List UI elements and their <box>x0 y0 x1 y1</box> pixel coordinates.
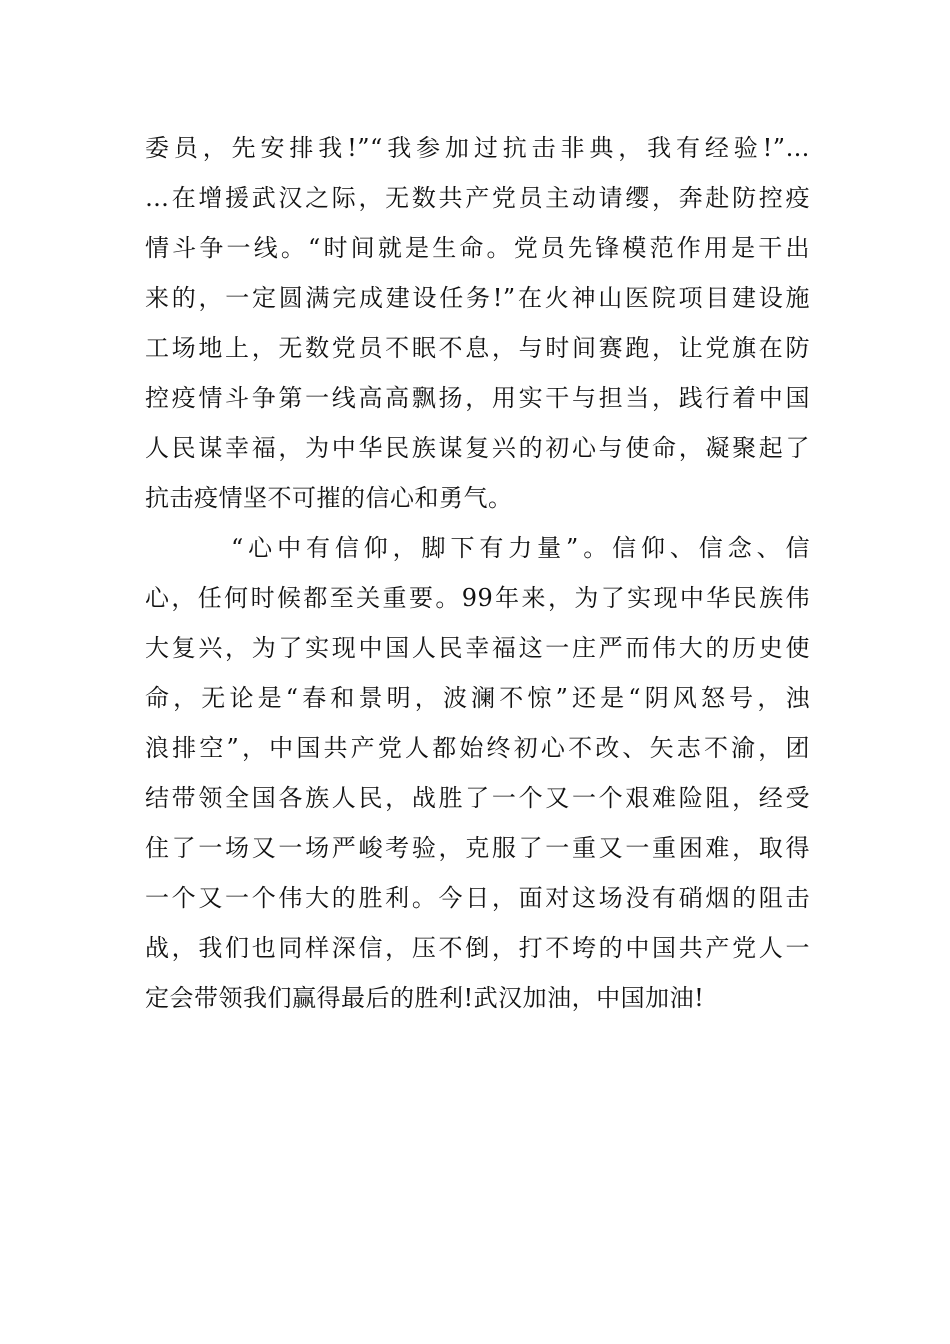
paragraph-line: 住了一场又一场严峻考验，克服了一重又一重困难，取得 <box>145 834 810 862</box>
paragraph-line: 情斗争一线。“时间就是生命。党员先锋模范作用是干出 <box>145 234 810 262</box>
paragraph-line: 工场地上，无数党员不眠不息，与时间赛跑，让党旗在防 <box>145 334 810 362</box>
paragraph-2 <box>145 523 810 1023</box>
paragraph-line: 心，任何时候都至关重要。99年来，为了实现中华民族伟 <box>145 584 810 612</box>
paragraph-first-line: “心中有信仰，脚下有力量”。信仰、信念、信 <box>231 534 810 562</box>
paragraph-line: 战，我们也同样深信，压不倒，打不垮的中国共产党人一 <box>145 934 810 962</box>
paragraph-line: 命，无论是“春和景明，波澜不惊”还是“阴风怒号，浊 <box>145 684 810 712</box>
paragraph-line: 结带领全国各族人民，战胜了一个又一个艰难险阻，经受 <box>145 784 810 812</box>
paragraph-1 <box>145 123 810 523</box>
paragraph-line: …在增援武汉之际，无数共产党员主动请缨，奔赴防控疫 <box>145 184 810 212</box>
paragraph-line: 抗击疫情坚不可摧的信心和勇气。 <box>145 484 513 512</box>
paragraph-line: 一个又一个伟大的胜利。今日，面对这场没有硝烟的阻击 <box>145 884 810 912</box>
paragraph-line: 定会带领我们赢得最后的胜利!武汉加油，中国加油! <box>145 984 705 1012</box>
paragraph-line: 大复兴，为了实现中国人民幸福这一庄严而伟大的历史使 <box>145 634 810 662</box>
paragraph-line: 浪排空”，中国共产党人都始终初心不改、矢志不渝，团 <box>145 734 810 762</box>
paragraph-line: 委员，先安排我!”“我参加过抗击非典，我有经验!”… <box>145 134 810 162</box>
paragraph-line: 来的，一定圆满完成建设任务!”在火神山医院项目建设施 <box>145 284 810 312</box>
paragraph-line: 人民谋幸福，为中华民族谋复兴的初心与使命，凝聚起了 <box>145 434 810 462</box>
paragraph-line: 控疫情斗争第一线高高飘扬，用实干与担当，践行着中国 <box>145 384 810 412</box>
